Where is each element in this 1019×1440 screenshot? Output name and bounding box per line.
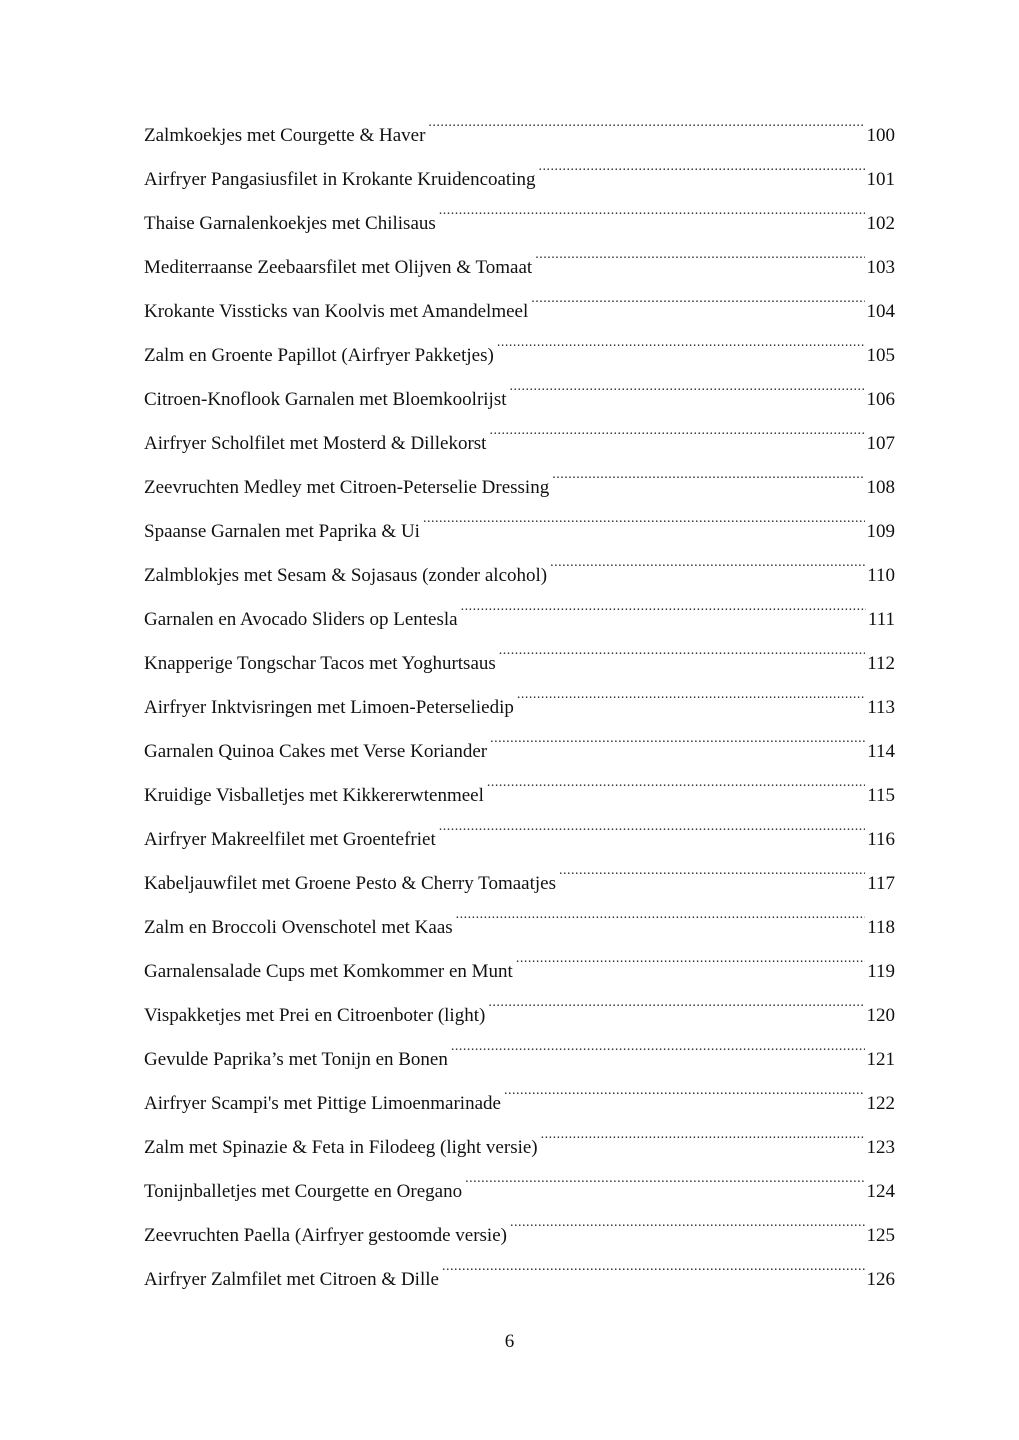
dot-leader xyxy=(541,1134,865,1153)
dot-leader xyxy=(550,562,865,581)
toc-entry[interactable] xyxy=(144,602,895,646)
toc-entry-title[interactable]: Zalm met Spinazie & Feta in Filodeeg (light versie) xyxy=(144,1137,538,1158)
toc-entry-page: 118 xyxy=(867,917,895,938)
toc-entry-title[interactable]: Zeevruchten Paella (Airfryer gestoomde versie) xyxy=(144,1225,507,1246)
toc-entry-title[interactable]: Thaise Garnalenkoekjes met Chilisaus xyxy=(144,213,436,234)
toc-entry-title[interactable]: Zeevruchten Medley met Citroen-Peterselie Dressing xyxy=(144,477,550,498)
toc-entry[interactable] xyxy=(144,558,895,602)
toc-entry-title[interactable]: Kabeljauwfilet met Groene Pesto & Cherry Tomaatjes xyxy=(144,873,556,894)
toc-entry-title[interactable]: Knapperige Tongschar Tacos met Yoghurtsaus xyxy=(144,653,496,674)
toc-entry[interactable] xyxy=(144,206,895,250)
toc-entry[interactable] xyxy=(144,1262,895,1306)
toc-entry-title[interactable]: Gevulde Paprika’s met Tonijn en Bonen xyxy=(144,1049,448,1070)
toc-entry-title[interactable]: Airfryer Scampi's met Pittige Limoenmarinade xyxy=(144,1093,501,1114)
toc-entry-page: 107 xyxy=(866,433,895,454)
toc-entry-page: 122 xyxy=(866,1093,895,1114)
toc-entry-title[interactable]: Zalmblokjes met Sesam & Sojasaus (zonder alcohol) xyxy=(144,565,548,586)
toc-entry-page: 119 xyxy=(867,961,895,982)
toc-entry-title[interactable]: Garnalen Quinoa Cakes met Verse Koriander xyxy=(144,741,488,762)
dot-leader xyxy=(451,1046,865,1065)
dot-leader xyxy=(465,1178,864,1197)
dot-leader xyxy=(428,122,864,141)
toc-entry-page: 111 xyxy=(867,609,895,630)
toc-entry[interactable] xyxy=(144,1086,895,1130)
toc-entry-title[interactable]: Zalm en Broccoli Ovenschotel met Kaas xyxy=(144,917,453,938)
dot-leader xyxy=(497,342,865,361)
toc-entry-title[interactable]: Airfryer Inktvisringen met Limoen-Peterseliedip xyxy=(144,697,514,718)
dot-leader xyxy=(461,606,866,625)
dot-leader xyxy=(517,694,865,713)
toc-entry-page: 113 xyxy=(867,697,895,718)
dot-leader xyxy=(423,518,865,537)
toc-entry-title[interactable]: Zalm en Groente Papillot (Airfryer Pakketjes) xyxy=(144,345,494,366)
toc-entry[interactable] xyxy=(144,426,895,470)
toc-entry[interactable] xyxy=(144,162,895,206)
dot-leader xyxy=(442,1266,865,1285)
toc-entry-title[interactable]: Spaanse Garnalen met Paprika & Ui xyxy=(144,521,420,542)
page-number: 6 xyxy=(504,1331,515,1352)
toc-entry[interactable] xyxy=(144,866,895,910)
toc-entry[interactable] xyxy=(144,1130,895,1174)
dot-leader xyxy=(552,474,864,493)
dot-leader xyxy=(488,1002,864,1021)
toc-entry-page: 109 xyxy=(866,521,895,542)
dot-leader xyxy=(559,870,865,889)
toc-entry-page: 121 xyxy=(866,1049,895,1070)
toc-entry-title[interactable]: Airfryer Makreelfilet met Groentefriet xyxy=(144,829,436,850)
toc-entry-title[interactable]: Vispakketjes met Prei en Citroenboter (light) xyxy=(144,1005,486,1026)
toc-entry-page: 100 xyxy=(866,125,895,146)
dot-leader xyxy=(510,1222,865,1241)
dot-leader xyxy=(510,386,865,405)
toc-entry-title[interactable]: Mediterraanse Zeebaarsfilet met Olijven & Tomaat xyxy=(144,257,533,278)
toc-entry[interactable] xyxy=(144,954,895,998)
toc-entry[interactable] xyxy=(144,910,895,954)
toc-entry-page: 102 xyxy=(866,213,895,234)
table-of-contents xyxy=(144,118,895,1306)
dot-leader xyxy=(539,166,865,185)
toc-entry-page: 101 xyxy=(866,169,895,190)
toc-entry-page: 114 xyxy=(867,741,895,762)
toc-entry-page: 124 xyxy=(866,1181,895,1202)
dot-leader xyxy=(535,254,864,273)
toc-entry-title[interactable]: Airfryer Pangasiusfilet in Krokante Kruidencoating xyxy=(144,169,536,190)
toc-entry-title[interactable]: Kruidige Visballetjes met Kikkererwtenmeel xyxy=(144,785,484,806)
toc-entry[interactable] xyxy=(144,1218,895,1262)
dot-leader xyxy=(456,914,866,933)
toc-entry-page: 112 xyxy=(867,653,895,674)
toc-entry-title[interactable]: Zalmkoekjes met Courgette & Haver xyxy=(144,125,426,146)
toc-entry-page: 105 xyxy=(866,345,895,366)
toc-entry[interactable] xyxy=(144,690,895,734)
toc-entry[interactable] xyxy=(144,250,895,294)
toc-entry[interactable] xyxy=(144,646,895,690)
toc-entry-page: 106 xyxy=(866,389,895,410)
toc-entry[interactable] xyxy=(144,778,895,822)
toc-entry[interactable] xyxy=(144,470,895,514)
toc-entry-page: 108 xyxy=(866,477,895,498)
toc-entry-page: 123 xyxy=(866,1137,895,1158)
toc-entry-title[interactable]: Garnalen en Avocado Sliders op Lentesla xyxy=(144,609,458,630)
toc-entry-page: 125 xyxy=(866,1225,895,1246)
toc-entry[interactable] xyxy=(144,294,895,338)
dot-leader xyxy=(439,210,865,229)
toc-entry[interactable] xyxy=(144,734,895,778)
toc-entry-page: 116 xyxy=(867,829,895,850)
dot-leader xyxy=(439,826,865,845)
toc-entry[interactable] xyxy=(144,998,895,1042)
toc-entry-page: 103 xyxy=(866,257,895,278)
dot-leader xyxy=(487,782,865,801)
dot-leader xyxy=(504,1090,865,1109)
toc-entry[interactable] xyxy=(144,118,895,162)
toc-entry-title[interactable]: Airfryer Zalmfilet met Citroen & Dille xyxy=(144,1269,439,1290)
toc-entry[interactable] xyxy=(144,1174,895,1218)
toc-entry-page: 126 xyxy=(866,1269,895,1290)
toc-entry[interactable] xyxy=(144,822,895,866)
toc-entry[interactable] xyxy=(144,1042,895,1086)
toc-entry[interactable] xyxy=(144,382,895,426)
dot-leader xyxy=(499,650,865,669)
toc-entry-page: 115 xyxy=(867,785,895,806)
toc-entry-page: 110 xyxy=(867,565,895,586)
toc-entry-page: 117 xyxy=(867,873,895,894)
toc-entry-page: 120 xyxy=(866,1005,895,1026)
toc-entry-title[interactable]: Airfryer Scholfilet met Mosterd & Dillekorst xyxy=(144,433,487,454)
toc-entry-title[interactable]: Krokante Vissticks van Koolvis met Amandelmeel xyxy=(144,301,529,322)
dot-leader xyxy=(516,958,865,977)
toc-entry-title[interactable]: Tonijnballetjes met Courgette en Oregano xyxy=(144,1181,463,1202)
toc-entry-title[interactable]: Garnalensalade Cups met Komkommer en Munt xyxy=(144,961,513,982)
toc-entry[interactable] xyxy=(144,338,895,382)
dot-leader xyxy=(531,298,864,317)
dot-leader xyxy=(490,738,865,757)
toc-entry-page: 104 xyxy=(866,301,895,322)
dot-leader xyxy=(489,430,864,449)
toc-entry-title[interactable]: Citroen-Knoflook Garnalen met Bloemkoolrijst xyxy=(144,389,507,410)
toc-entry[interactable] xyxy=(144,514,895,558)
